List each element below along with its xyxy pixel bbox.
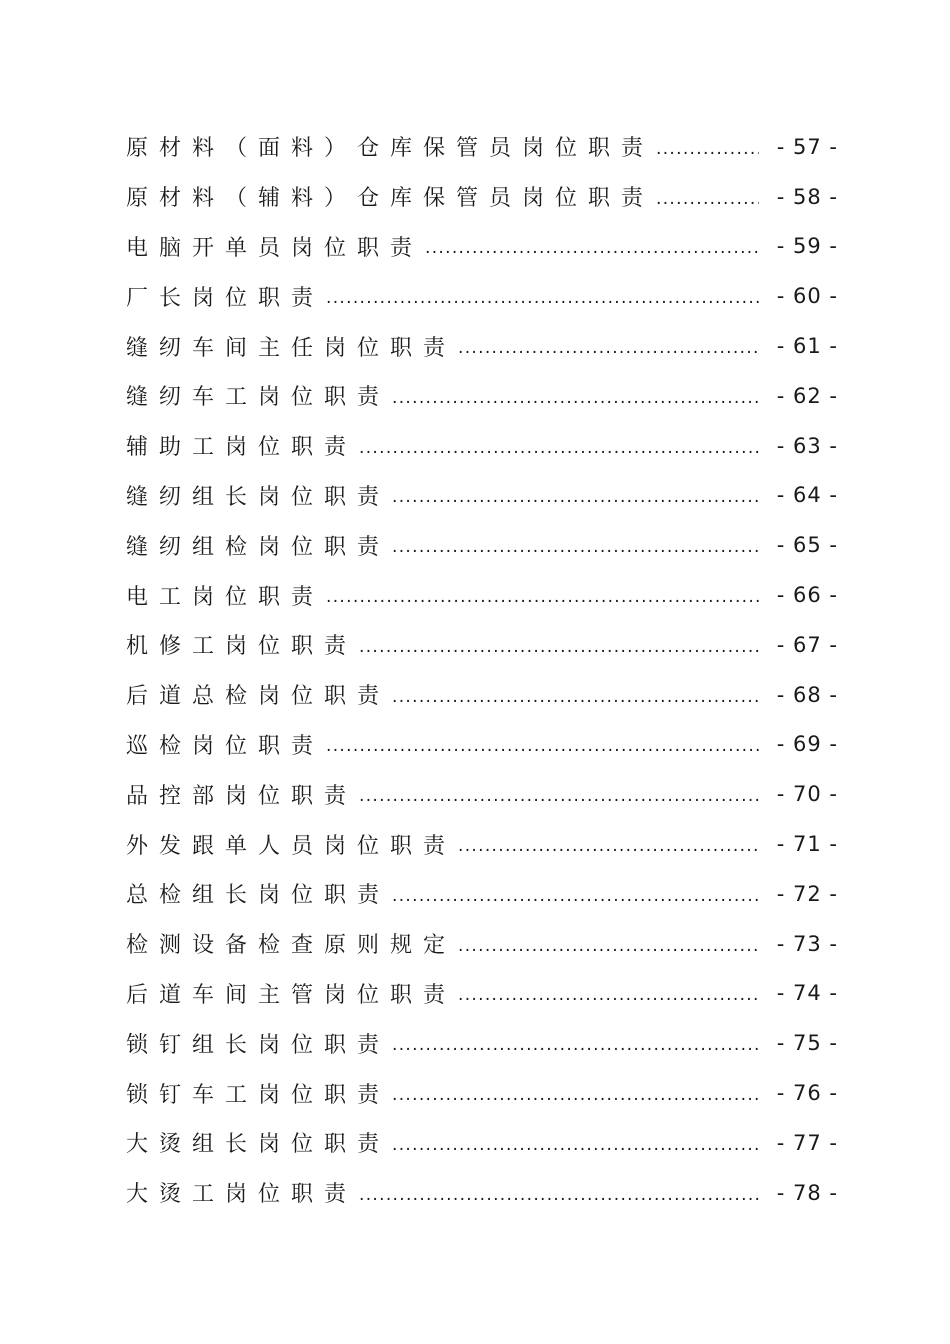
toc-entry-title: 外发跟单人员岗位职责 [126,833,457,859]
toc-entry-title: 厂长岗位职责 [126,285,325,311]
toc-entry[interactable] [126,969,838,1019]
toc-entry-page: - 58 - [776,184,838,209]
toc-entry[interactable] [126,321,838,371]
toc-entry-page: - 70 - [776,782,838,807]
toc-leader-dots [392,388,759,408]
toc-entry[interactable] [126,471,838,521]
toc-leader-dots [656,139,759,159]
toc-entry-page: - 76 - [776,1081,838,1106]
toc-entry-page: - 57 - [776,134,838,159]
toc-leader-dots [425,238,759,258]
toc-entry-title: 缝纫车工岗位职责 [126,385,391,411]
toc-entry-page: - 59 - [776,234,838,259]
toc-leader-dots [458,936,759,956]
toc-entry-page: - 78 - [776,1180,838,1205]
toc-entry[interactable] [126,570,838,620]
toc-entry[interactable] [126,371,838,421]
toc-entry-title: 后道总检岗位职责 [126,684,391,710]
toc-entry-page: - 65 - [776,533,838,558]
toc-entry-page: - 72 - [776,881,838,906]
toc-entry-title: 缝纫组检岗位职责 [126,534,391,560]
toc-entry[interactable] [126,1018,838,1068]
toc-leader-dots [392,1135,759,1155]
toc-entry[interactable] [126,819,838,869]
toc-entry-title: 检测设备检查原则规定 [126,933,457,959]
toc-entry-title: 电脑开单员岗位职责 [126,235,424,261]
toc-entry-title: 机修工岗位职责 [126,634,358,660]
toc-entry-title: 锁钉车工岗位职责 [126,1082,391,1108]
toc-entry[interactable] [126,421,838,471]
toc-leader-dots [392,537,759,557]
toc-entry[interactable] [126,769,838,819]
toc-leader-dots [359,637,759,657]
toc-leader-dots [458,836,759,856]
toc-leader-dots [458,985,759,1005]
toc-leader-dots [392,487,759,507]
toc-entry-page: - 64 - [776,483,838,508]
toc-entry-title: 品控部岗位职责 [126,783,358,809]
toc-entry-page: - 62 - [776,383,838,408]
toc-entry[interactable] [126,1068,838,1118]
toc-entry-title: 大烫组长岗位职责 [126,1132,391,1158]
toc-leader-dots [359,786,759,806]
toc-entry[interactable] [126,1168,838,1218]
toc-entry[interactable] [126,222,838,272]
toc-leader-dots [359,1185,759,1205]
toc-leader-dots [359,438,759,458]
toc-entry-page: - 71 - [776,832,838,857]
toc-entry-page: - 61 - [776,334,838,359]
toc-entry-title: 锁钉组长岗位职责 [126,1032,391,1058]
toc-entry-title: 总检组长岗位职责 [126,883,391,909]
toc-leader-dots [656,189,759,209]
toc-entry-title: 原材料（辅料）仓库保管员岗位职责 [126,186,655,212]
toc-entry[interactable] [126,869,838,919]
toc-leader-dots [392,1085,759,1105]
toc-entry-page: - 67 - [776,632,838,657]
table-of-contents [126,122,838,1218]
toc-entry-page: - 60 - [776,284,838,309]
toc-leader-dots [458,338,759,358]
toc-entry-title: 缝纫车间主任岗位职责 [126,335,457,361]
toc-entry-title: 辅助工岗位职责 [126,435,358,461]
toc-entry-page: - 66 - [776,583,838,608]
toc-entry-page: - 63 - [776,433,838,458]
toc-entry-page: - 73 - [776,931,838,956]
toc-entry[interactable] [126,620,838,670]
toc-entry-page: - 77 - [776,1130,838,1155]
toc-entry-page: - 74 - [776,981,838,1006]
toc-leader-dots [326,587,759,607]
toc-entry[interactable] [126,720,838,770]
toc-leader-dots [392,886,759,906]
toc-entry[interactable] [126,1118,838,1168]
toc-entry-title: 电工岗位职责 [126,584,325,610]
toc-leader-dots [392,1035,759,1055]
toc-entry[interactable] [126,122,838,172]
toc-entry-page: - 69 - [776,732,838,757]
toc-entry[interactable] [126,670,838,720]
toc-entry-page: - 68 - [776,682,838,707]
toc-leader-dots [326,288,759,308]
toc-leader-dots [392,687,759,707]
toc-entry-title: 原材料（面料）仓库保管员岗位职责 [126,136,655,162]
toc-entry[interactable] [126,271,838,321]
toc-entry-title: 巡检岗位职责 [126,733,325,759]
toc-entry[interactable] [126,520,838,570]
toc-entry-title: 后道车间主管岗位职责 [126,982,457,1008]
toc-entry-title: 缝纫组长岗位职责 [126,484,391,510]
toc-entry-page: - 75 - [776,1031,838,1056]
toc-entry-title: 大烫工岗位职责 [126,1182,358,1208]
toc-entry[interactable] [126,172,838,222]
toc-entry[interactable] [126,919,838,969]
toc-leader-dots [326,736,759,756]
